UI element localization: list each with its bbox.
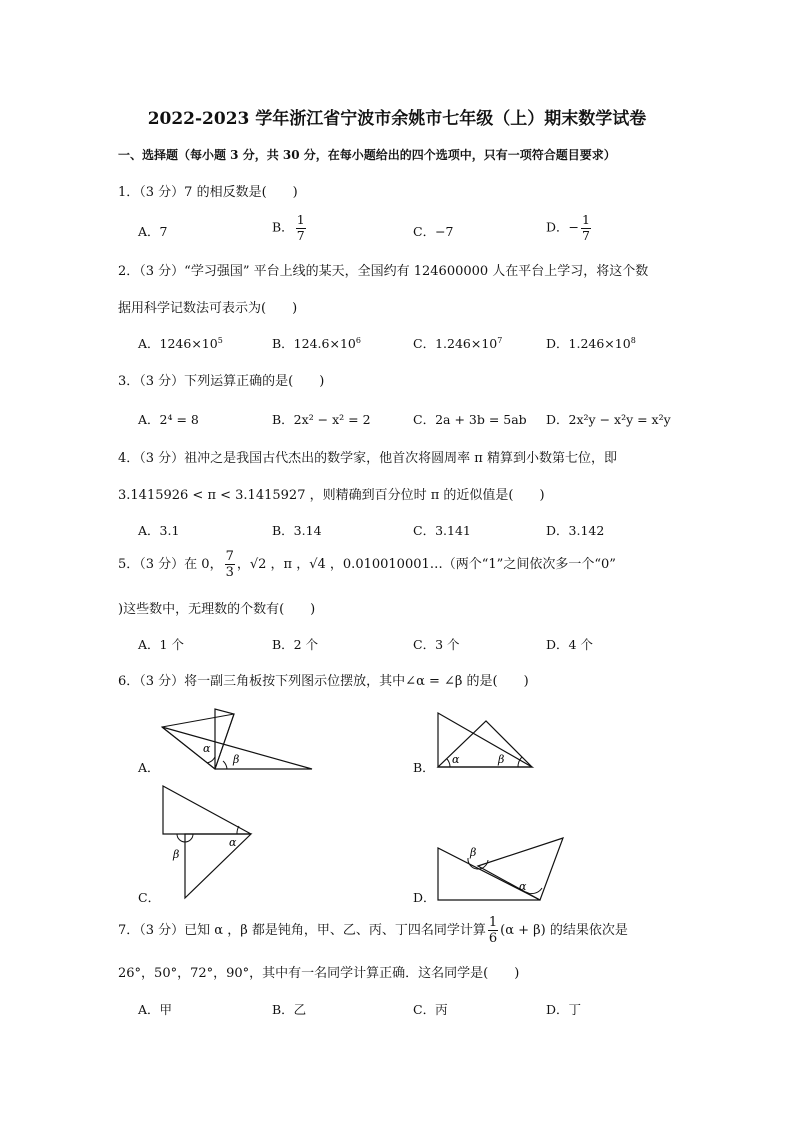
q1-b-label: B． — [272, 219, 294, 235]
q4-option-d[interactable]: D．3.142 — [546, 523, 605, 538]
q1-b-fraction — [296, 214, 306, 242]
question-4-line2: 3.1415926 < π < 3.1415927 ，则精确到百分位时 π 的近似值是( ) — [118, 488, 545, 503]
q1-option-b[interactable] — [272, 214, 308, 242]
q5-pre: 5．（3 分）在 0， — [118, 557, 223, 572]
q1-b-num: 1 — [296, 212, 305, 227]
q2-b-text: B．124.6×10 — [272, 336, 356, 351]
q6-option-c[interactable]: C． — [138, 890, 161, 905]
q2-c-text: C．1.246×10 — [413, 336, 498, 351]
q4-option-b[interactable]: B．3.14 — [272, 523, 322, 538]
q1-d-fraction — [581, 214, 591, 242]
question-7-line1 — [118, 916, 628, 945]
q7-den: 6 — [488, 931, 498, 946]
q1-d-den: 7 — [582, 227, 590, 243]
q6-option-d[interactable]: D． — [413, 890, 436, 905]
q2-c-exp: 7 — [497, 335, 503, 345]
q7-num: 1 — [488, 915, 498, 930]
q5-den: 3 — [225, 565, 234, 580]
question-4-line1: 4．（3 分）祖冲之是我国古代杰出的数学家，他首次将圆周率 π 精算到小数第七位，即 — [118, 451, 617, 466]
q6-a-alpha: α — [203, 742, 211, 755]
q6-c-alpha: α — [229, 836, 237, 849]
q2-option-b[interactable] — [272, 334, 361, 352]
q3-option-c[interactable]: C．2a + 3b = 5ab — [413, 412, 527, 427]
q2-d-exp: 8 — [630, 335, 636, 345]
q6-figure-a — [155, 705, 320, 773]
q5-post: ，√2 ，π ，√4 ，0.010010001…（两个“1”之间依次多一个“0” — [236, 557, 616, 572]
q5-option-a[interactable]: A．1 个 — [138, 637, 184, 652]
q6-option-a[interactable]: A． — [138, 760, 160, 775]
q1-d-label: D．− — [546, 219, 579, 235]
q1-option-d[interactable] — [546, 214, 593, 242]
q3-option-d[interactable]: D．2x²y − x²y = x²y — [546, 412, 671, 427]
q7-option-b[interactable]: B．乙 — [272, 1002, 307, 1017]
q3-option-a[interactable]: A．2⁴ = 8 — [138, 412, 199, 427]
question-6-stem: 6．（3 分）将一副三角板按下列图示位摆放，其中∠α = ∠β 的是( ) — [118, 674, 529, 689]
q6-c-beta: β — [173, 848, 180, 861]
q7-option-d[interactable]: D．丁 — [546, 1002, 582, 1017]
q6-a-beta: β — [233, 753, 240, 766]
q7-pre: 7．（3 分）已知 α ，β 都是钝角，甲、乙、丙、丁四名同学计算 — [118, 923, 486, 938]
section-heading: 一、选择题（每小题 3 分，共 30 分，在每小题给出的四个选项中，只有一项符合题目要求） — [118, 148, 616, 162]
q2-option-c[interactable] — [413, 334, 502, 352]
q5-option-d[interactable]: D．4 个 — [546, 637, 593, 652]
q5-option-c[interactable]: C．3 个 — [413, 637, 460, 652]
q6-figure-c — [155, 780, 265, 905]
q6-b-beta: β — [498, 753, 505, 766]
q1-d-num: 1 — [582, 212, 590, 227]
q6-d-alpha: α — [519, 880, 527, 893]
q1-option-c[interactable]: C．−7 — [413, 224, 454, 239]
q6-figure-d — [430, 830, 570, 906]
q6-b-alpha: α — [452, 753, 460, 766]
q4-option-a[interactable]: A．3.1 — [138, 523, 180, 538]
q5-num: 7 — [225, 549, 234, 564]
q1-b-den: 7 — [296, 227, 305, 243]
q6-figure-b — [430, 705, 540, 773]
q2-option-d[interactable] — [546, 334, 636, 352]
question-7-line2: 26°，50°，72°，90°，其中有一名同学计算正确．这名同学是( ) — [118, 966, 520, 981]
q2-b-exp: 6 — [355, 335, 361, 345]
q7-post: (α + β) 的结果依次是 — [500, 923, 628, 938]
q7-option-a[interactable]: A．甲 — [138, 1002, 173, 1017]
q2-option-a[interactable] — [138, 334, 223, 352]
q7-option-c[interactable]: C．丙 — [413, 1002, 448, 1017]
q3-option-b[interactable]: B．2x² − x² = 2 — [272, 412, 371, 427]
question-2-line1: 2．（3 分）“学习强国” 平台上线的某天，全国约有 124600000 人在平台上学习，将这个数 — [118, 264, 649, 279]
question-5-line1 — [118, 550, 616, 579]
q2-a-text: A．1246×10 — [138, 336, 218, 351]
q2-a-exp: 5 — [217, 335, 223, 345]
q1-option-a[interactable]: A．7 — [138, 224, 168, 239]
q4-option-c[interactable]: C．3.141 — [413, 523, 471, 538]
q7-fraction — [488, 916, 498, 945]
question-5-line2: )这些数中，无理数的个数有( ) — [118, 602, 316, 617]
q2-d-text: D．1.246×10 — [546, 336, 631, 351]
q6-option-b[interactable]: B． — [413, 760, 435, 775]
q5-fraction — [225, 550, 235, 579]
q5-option-b[interactable]: B．2 个 — [272, 637, 319, 652]
question-3-stem: 3．（3 分）下列运算正确的是( ) — [118, 374, 325, 389]
q6-d-beta: β — [470, 846, 477, 859]
question-2-line2: 据用科学记数法可表示为( ) — [118, 301, 298, 316]
page-title: 2022-2023 学年浙江省宁波市余姚市七年级（上）期末数学试卷 — [147, 109, 647, 129]
question-1-stem: 1．（3 分）7 的相反数是( ) — [118, 185, 298, 200]
